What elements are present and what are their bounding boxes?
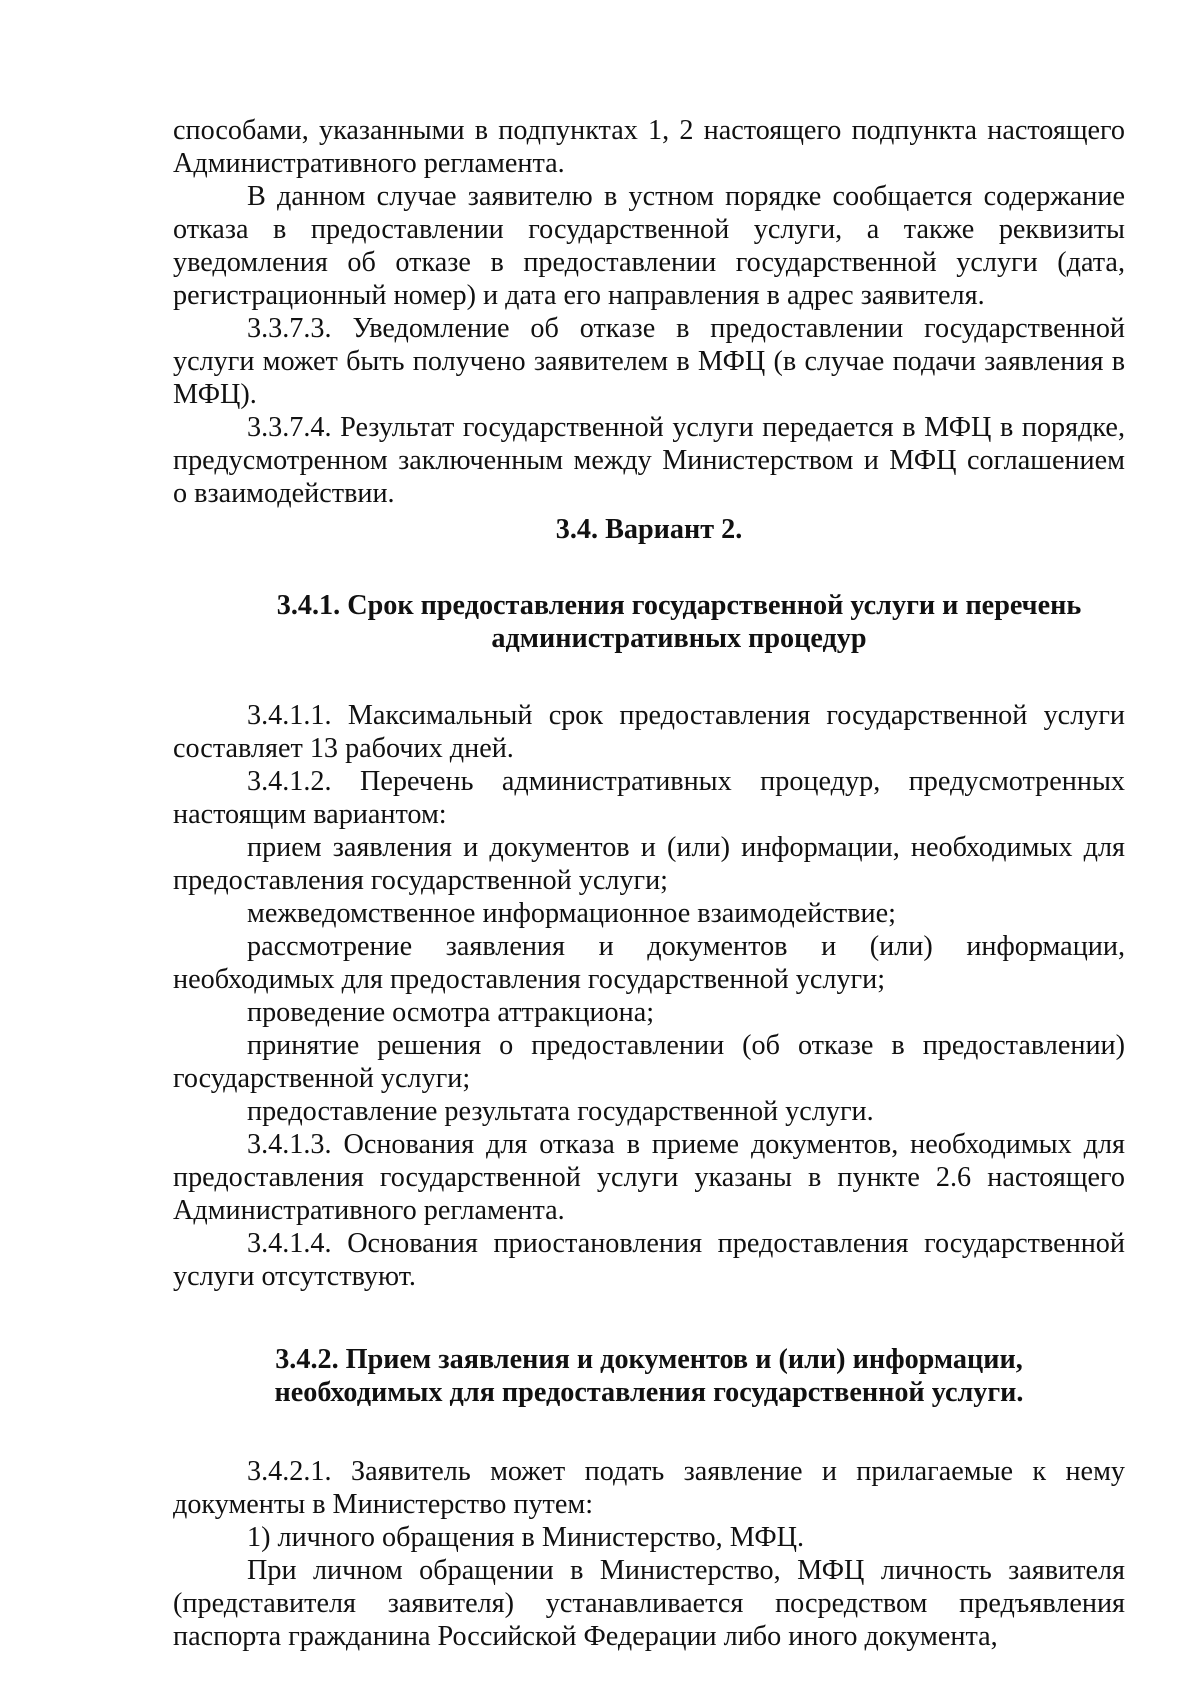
paragraph-3-4-1-4: 3.4.1.4. Основания приостановления предоставления государственной услуги отсутствуют. [173,1228,1125,1292]
heading-3-4-1-line-2: административных процедур [491,623,867,654]
list-item-procedure-3: рассмотрение заявления и документов и (или) информации, необходимых для предоставления государственной услуги; [173,931,1125,995]
list-item-procedure-4: проведение осмотра аттракциона; [247,997,655,1028]
paragraph-3-3-7-3: 3.3.7.3. Уведомление об отказе в предоставлении государственной услуги может быть получено заявителем в МФЦ (в случае подачи заявления в МФЦ). [173,313,1125,410]
paragraph-3-4-1-2: 3.4.1.2. Перечень административных процедур, предусмотренных настоящим вариантом: [173,766,1125,830]
heading-3-4-1-line-1: 3.4.1. Срок предоставления государственной услуги и перечень [276,590,1082,621]
heading-variant-2: 3.4. Вариант 2. [555,514,743,545]
list-item-procedure-6: предоставление результата государственной услуги. [247,1096,874,1127]
paragraph-oral-notice: В данном случае заявителю в устном порядке сообщается содержание отказа в предоставлении государственной услуги, а также реквизиты уведомления об отказе в предоставлении государственной услуги (дата, регистрационный номер) и дата его направления в адрес заявителя. [173,181,1125,311]
list-item-personal-visit: 1) личного обращения в Министерство, МФЦ. [247,1522,805,1553]
heading-3-4-2-line-1: 3.4.2. Прием заявления и документов и (или) информации, [275,1344,1023,1375]
paragraph-3-4-1-3: 3.4.1.3. Основания для отказа в приеме документов, необходимых для предоставления государственной услуги указаны в пункте 2.6 настоящего Административного регламента. [173,1129,1125,1226]
document-page [173,114,1125,1653]
heading-3-4-1 [173,589,1125,655]
paragraph-identity-check: При личном обращении в Министерство, МФЦ личность заявителя (представителя заявителя) устанавливается посредством предъявления паспорта гражданина Российской Федерации либо иного документа, [173,1555,1125,1652]
list-item-procedure-5: принятие решения о предоставлении (об отказе в предоставлении) государственной услуги; [173,1030,1125,1094]
paragraph-3-3-7-4: 3.3.7.4. Результат государственной услуги передается в МФЦ в порядке, предусмотренном заключенным между Министерством и МФЦ соглашением о взаимодействии. [173,412,1125,509]
paragraph-continuation: способами, указанными в подпунктах 1, 2 настоящего подпункта настоящего Административного регламента. [173,115,1125,179]
list-item-procedure-1: прием заявления и документов и (или) информации, необходимых для предоставления государственной услуги; [173,832,1125,896]
list-item-procedure-2: межведомственное информационное взаимодействие; [247,898,896,929]
paragraph-3-4-2-1: 3.4.2.1. Заявитель может подать заявление и прилагаемые к нему документы в Министерство путем: [173,1456,1125,1520]
paragraph-3-4-1-1: 3.4.1.1. Максимальный срок предоставления государственной услуги составляет 13 рабочих дней. [173,700,1125,764]
heading-3-4-2-line-2: необходимых для предоставления государственной услуги. [274,1377,1024,1408]
heading-3-4-2 [173,1343,1125,1409]
